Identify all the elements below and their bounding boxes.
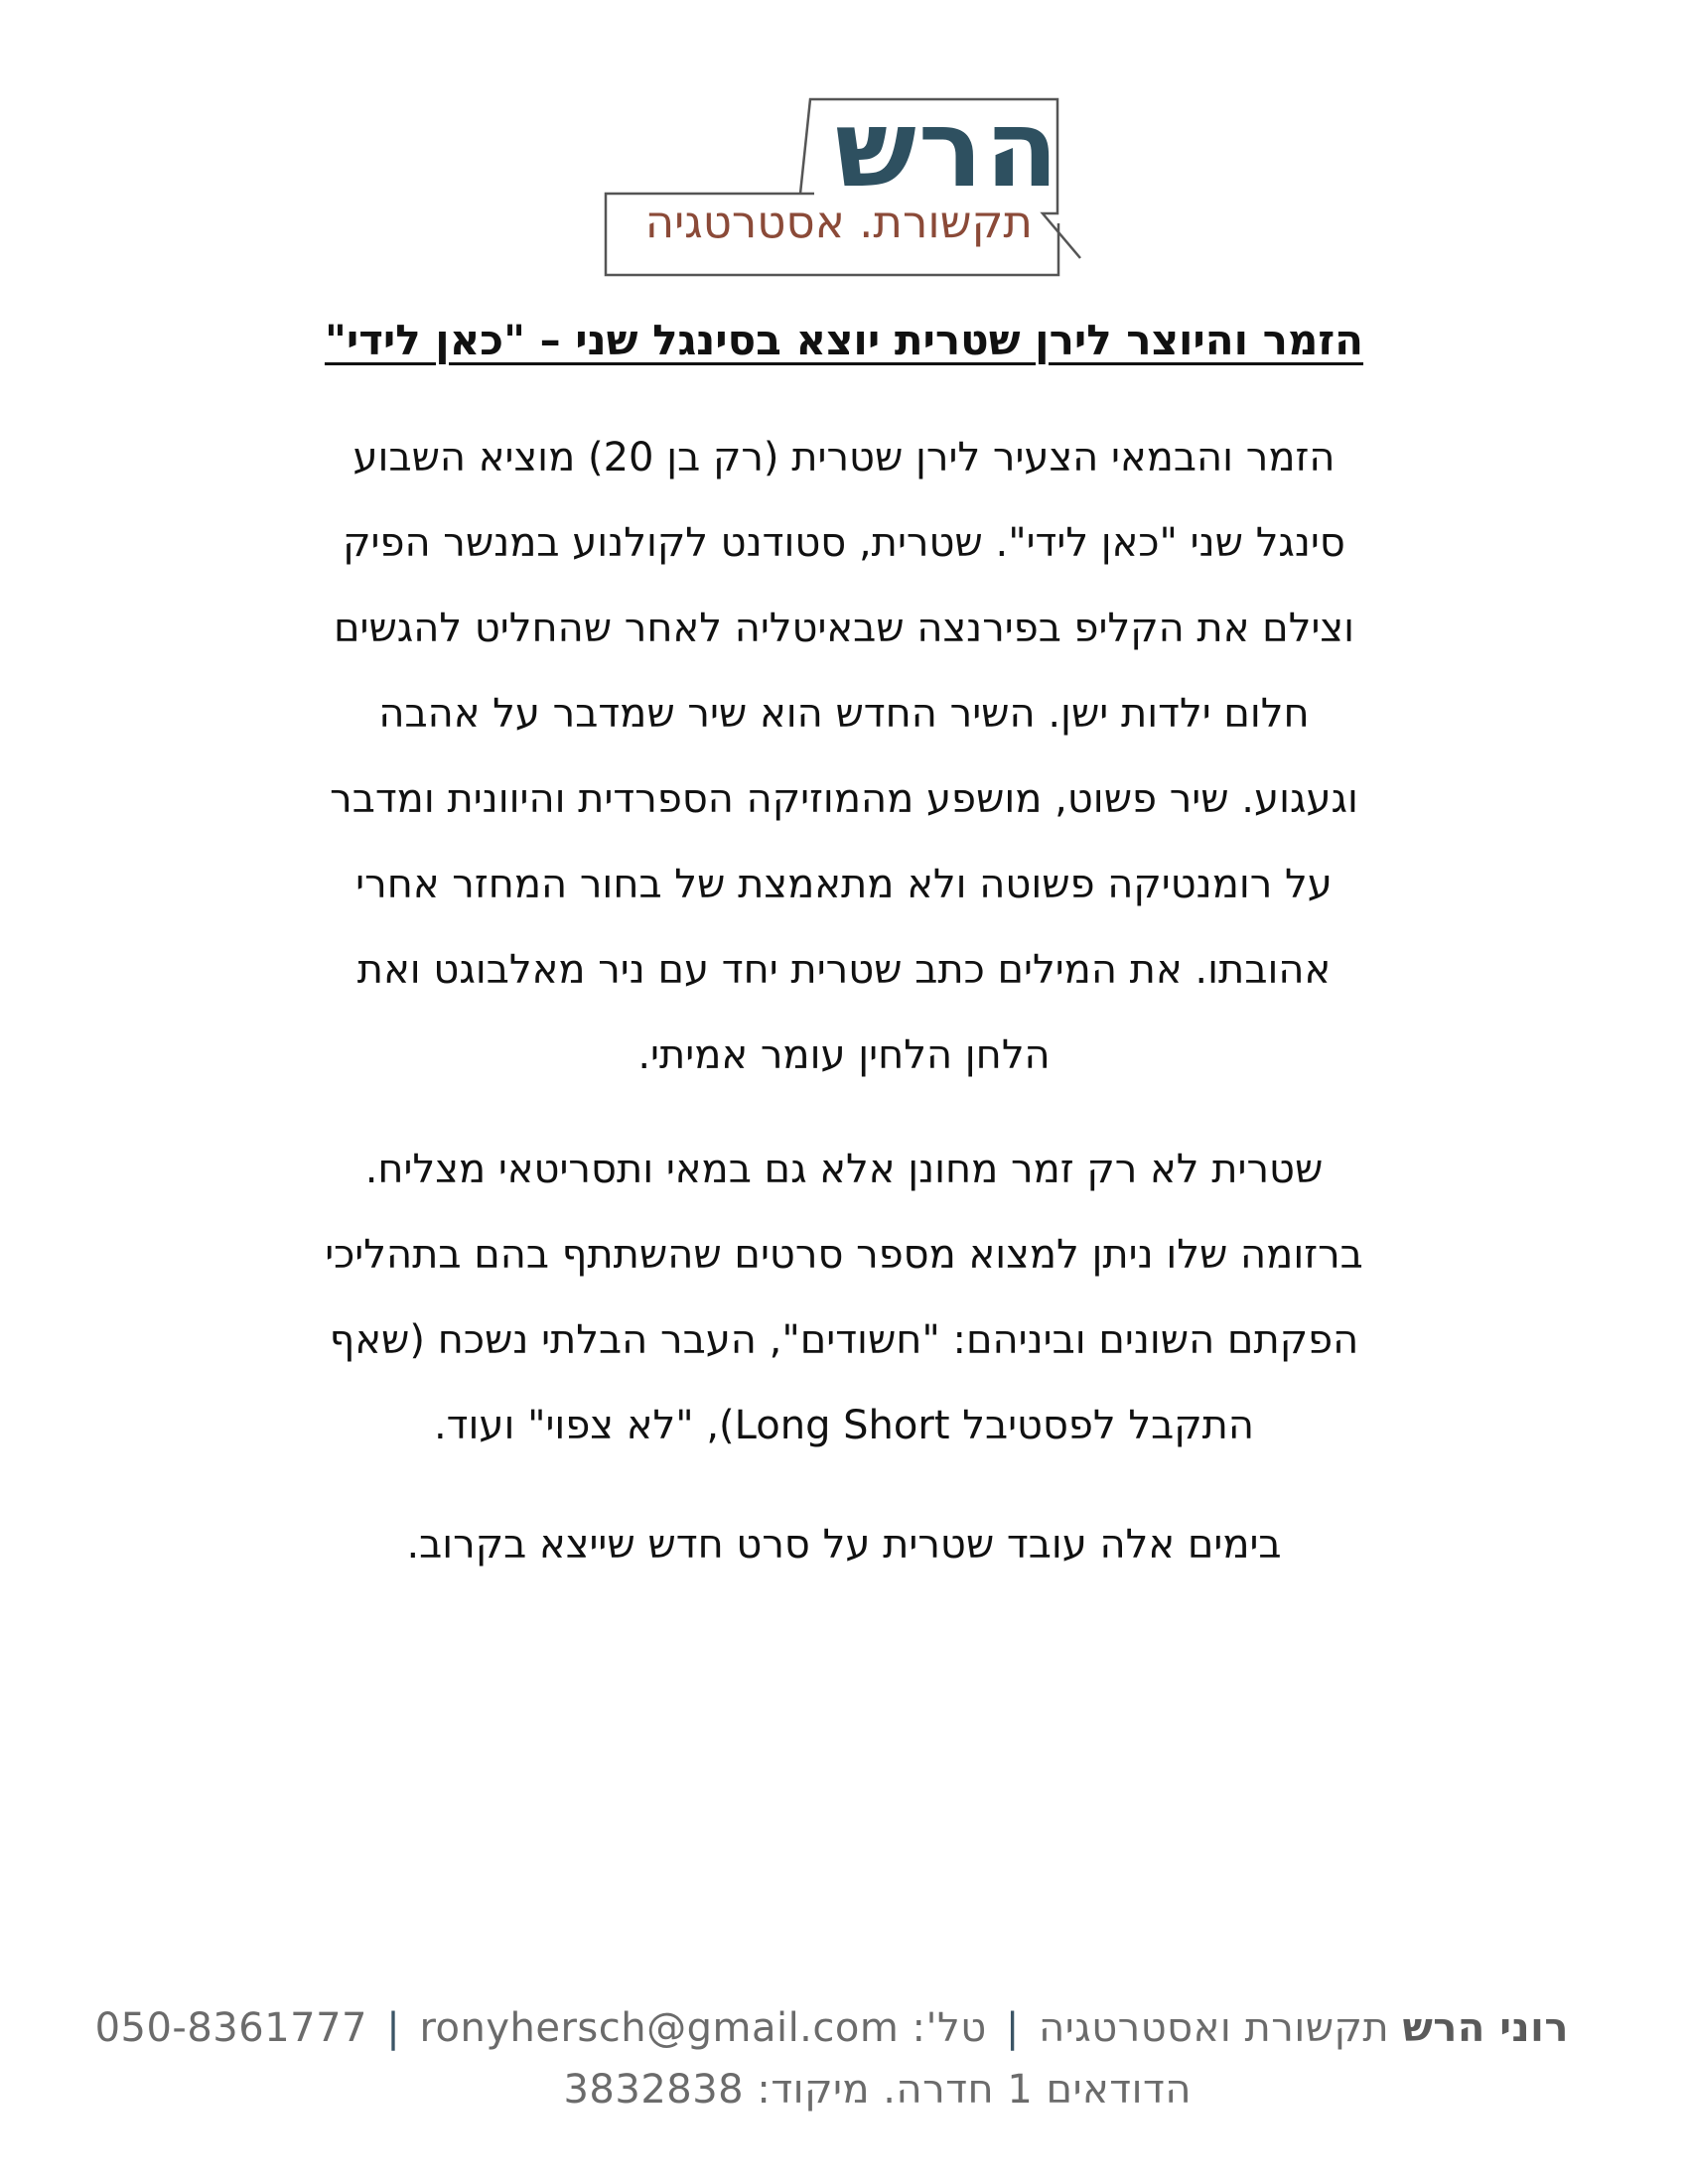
paragraph-line: שטרית לא רק זמר מחונן אלא גם במאי ותסריטאי מצליח. <box>364 1147 1324 1192</box>
paragraph-line: התקבל לפסטיבל Long Short), "לא צפוי" ועוד. <box>433 1403 1255 1448</box>
paragraph-line: בימים אלה עובד שטרית על סרט חדש שייצא בקרוב. <box>406 1522 1282 1568</box>
footer-name: רוני הרש <box>1402 2005 1569 2051</box>
paragraph-line: ברזומה שלו ניתן למצוא מספר סרטים שהשתתף בהם בתהליכי <box>325 1232 1363 1278</box>
footer-separator: | <box>386 2005 401 2051</box>
footer-separator: | <box>1005 2005 1020 2051</box>
paragraph-line: סינגל שני "כאן לידי". שטרית, סטודנט לקולנוע במנשר הפיק <box>343 520 1345 566</box>
paragraph-line: הלחן הלחין עומר אמיתי. <box>637 1032 1051 1078</box>
footer-contact-line <box>94 2000 1569 2056</box>
paragraph-line: חלום ילדות ישן. השיר החדש הוא שיר שמדבר על אהבה <box>378 691 1310 737</box>
footer-email-link[interactable]: ronyhersch@gmail.com <box>419 2005 900 2051</box>
footer-phone[interactable]: 050-8361777 <box>94 2005 368 2051</box>
logo-tagline: תקשורת. אסטרטגיה <box>644 196 1033 248</box>
paragraph-line: הפקתם השונים וביניהם: "חשודים", העבר הבלתי נשכח (שאף <box>329 1317 1359 1363</box>
paragraph-line: וגעגוע. שיר פשוט, מושפע מהמוזיקה הספרדית והיוונית ומדבר <box>330 776 1358 822</box>
article-paragraph-1 <box>238 415 1450 1098</box>
article-headline: הזמר והיוצר לירן שטרית יוצא בסינגל שני – "כאן לידי" <box>324 316 1364 364</box>
article-paragraph-3 <box>238 1502 1450 1587</box>
paragraph-line: על רומנטיקה פשוטה ולא מתאמצת של בחור המחזר אחרי <box>355 862 1333 907</box>
company-logo <box>596 87 1082 283</box>
footer-phone-label: טל': <box>912 2005 987 2051</box>
contact-footer <box>94 2000 1569 2117</box>
article-paragraph-2 <box>238 1127 1450 1468</box>
logo-wordmark: הרש <box>834 87 1060 211</box>
paragraph-line: אהובתו. את המילים כתב שטרית יחד עם ניר מאלבוגט ואת <box>356 947 1332 993</box>
footer-address: הדודאים 1 חדרה. מיקוד: 3832838 <box>563 2067 1192 2113</box>
paragraph-line: וצילם את הקליפ בפירנצה שבאיטליה לאחר שהחליט להגשים <box>333 606 1355 651</box>
paragraph-line: הזמר והבמאי הצעיר לירן שטרית (רק בן 20) מוציא השבוע <box>352 435 1336 480</box>
footer-company: תקשורת ואסטרטגיה <box>1039 2005 1390 2051</box>
